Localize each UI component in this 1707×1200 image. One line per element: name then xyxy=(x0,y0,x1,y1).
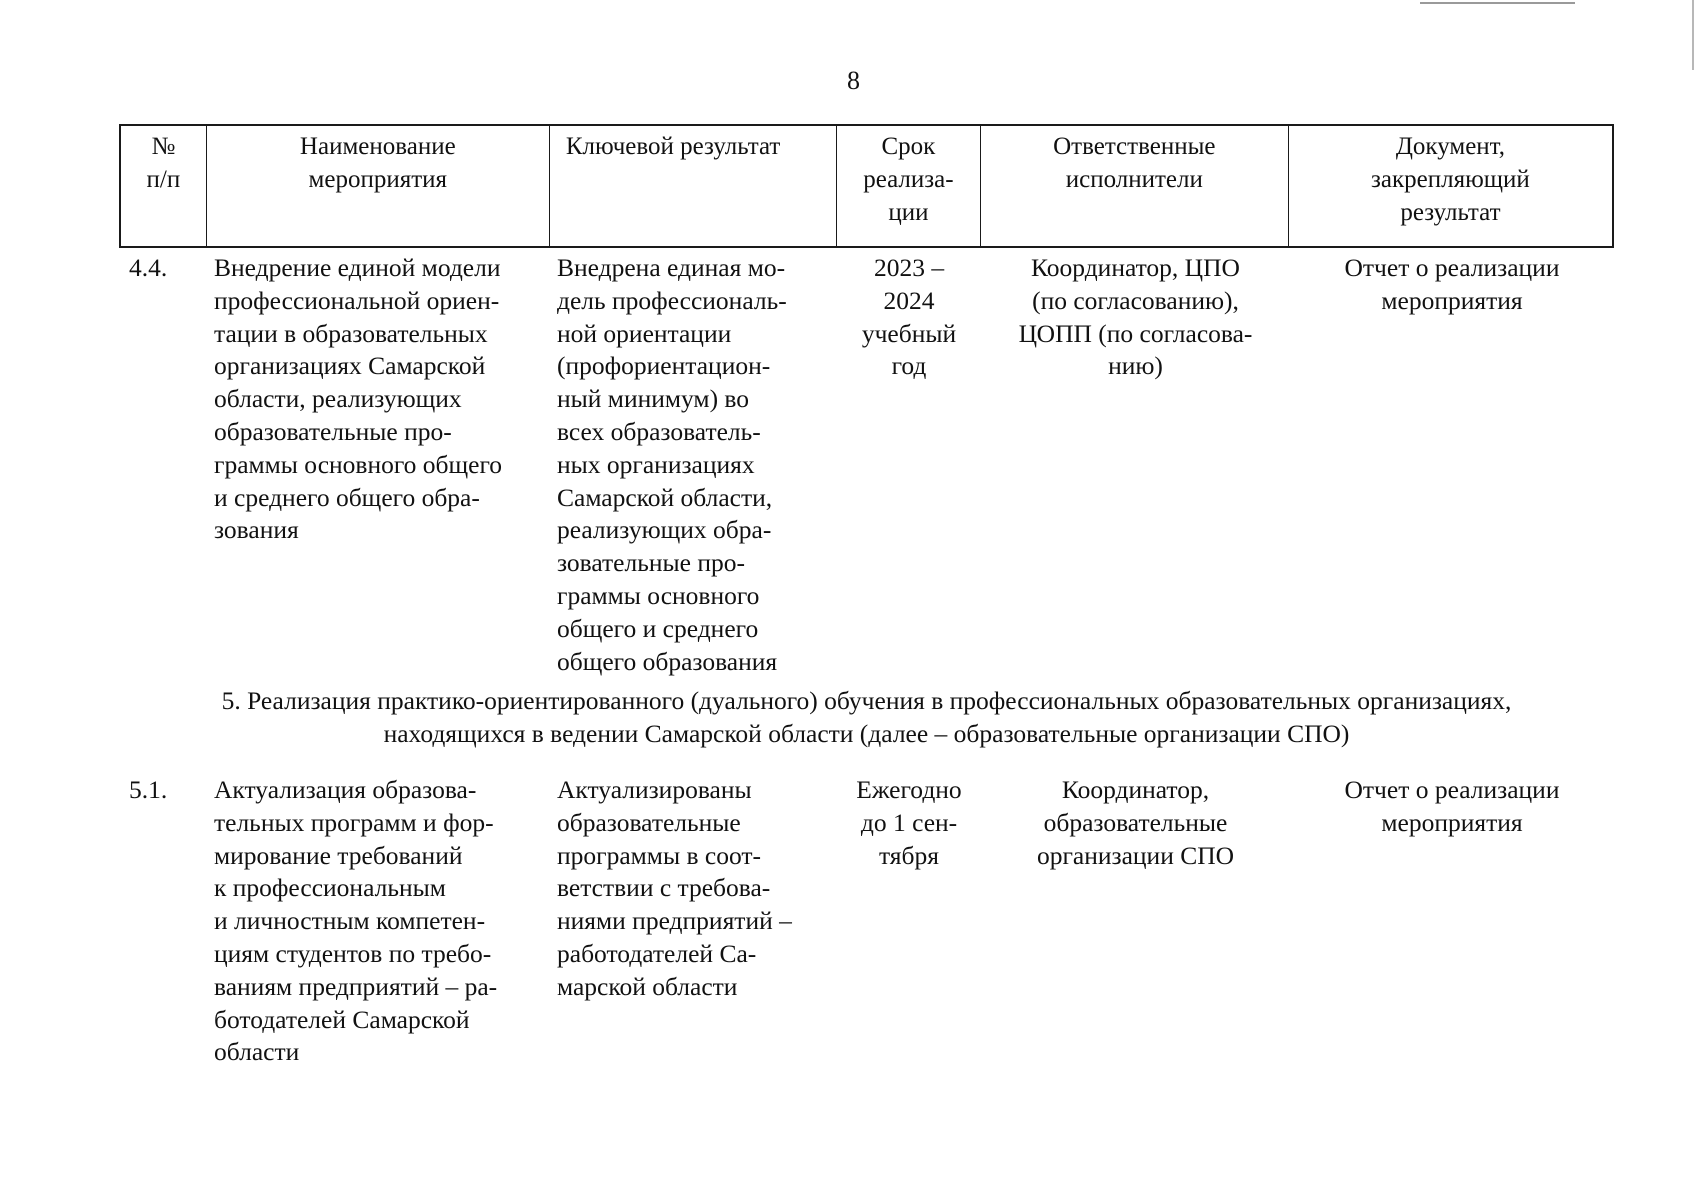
row-result-line: всех образователь- xyxy=(557,416,761,446)
row-responsible-line: ЦОПП (по согласова- xyxy=(1018,318,1253,348)
row-name xyxy=(205,774,549,1069)
row-result-line: реализующих обра- xyxy=(557,515,772,545)
row-document-line: мероприятия xyxy=(1381,807,1523,837)
row-result-line: Внедрена единая мо- xyxy=(557,253,786,282)
header-num-line: п/п xyxy=(146,166,181,193)
row-name-line: ботодателей Самарской xyxy=(214,1004,470,1034)
row-result-line: дель профессиональ- xyxy=(557,285,787,315)
section-heading xyxy=(119,685,1614,751)
row-name-line: и личностным компетен- xyxy=(214,906,486,936)
header-name-line: мероприятия xyxy=(308,166,448,193)
row-term-line: Ежегодно xyxy=(856,775,962,804)
header-name-line: Наименование xyxy=(299,133,456,160)
row-result-line: образовательные xyxy=(557,807,741,837)
row-term xyxy=(837,252,981,678)
row-name-line: тельных программ и фор- xyxy=(214,807,494,837)
row-result-line: Самарской области, xyxy=(557,482,773,512)
right-edge-rule xyxy=(1692,0,1694,70)
row-responsible-line: Координатор, xyxy=(1061,775,1210,804)
header-document xyxy=(1289,126,1612,246)
row-name-line: граммы основного общего xyxy=(214,449,503,479)
row-result-line: ветствии с требова- xyxy=(557,873,771,903)
row-result-line: ниями предприятий – xyxy=(557,906,792,936)
row-result-line: работодателей Са- xyxy=(557,938,757,968)
row-result xyxy=(549,774,837,1069)
row-responsible xyxy=(981,252,1290,678)
header-term-line: реализа- xyxy=(863,166,954,193)
row-term-line: год xyxy=(891,351,927,381)
row-term-line: 2023 – xyxy=(873,253,945,282)
row-name-line: к профессиональным xyxy=(214,873,446,903)
row-responsible-line: образовательные xyxy=(1043,807,1228,837)
header-result xyxy=(550,126,837,246)
row-result-line: зовательные про- xyxy=(557,548,745,578)
header-responsible-line: Ответственные xyxy=(1053,133,1216,160)
row-term-line: до 1 сен- xyxy=(860,807,958,837)
header-term-line: Срок xyxy=(881,133,936,160)
row-term xyxy=(837,774,981,1069)
table-row xyxy=(119,252,1614,678)
header-num xyxy=(121,126,207,246)
table-header xyxy=(119,124,1614,248)
row-result-line: (профориентацион- xyxy=(557,351,771,381)
header-responsible-line: исполнители xyxy=(1065,166,1203,193)
row-name xyxy=(205,252,549,678)
header-document-line: результат xyxy=(1400,199,1501,226)
header-document-line: Документ, xyxy=(1395,133,1505,160)
section-heading-line: 5. Реализация практико-ориентированного (дуального) обучения в профессиональных образовательных организациях, xyxy=(221,686,1512,715)
table-row xyxy=(119,774,1614,1069)
row-document xyxy=(1290,774,1614,1069)
row-name-line: Внедрение единой модели xyxy=(214,253,501,282)
row-name-line: циям студентов по требо- xyxy=(214,938,492,968)
header-result-line: Ключевой результат xyxy=(565,133,781,160)
row-name-line: профессиональной ориен- xyxy=(214,285,500,315)
row-result-line: общего образования xyxy=(557,646,778,676)
top-rule xyxy=(1420,2,1575,4)
row-name-line: ваниям предприятий – ра- xyxy=(214,971,498,1001)
header-num-line: № xyxy=(151,133,176,160)
row-name-line: организациях Самарской xyxy=(214,351,486,381)
header-term-line: ции xyxy=(888,199,929,226)
row-responsible xyxy=(981,774,1290,1069)
row-responsible-line: Координатор, ЦПО xyxy=(1031,253,1240,282)
header-term xyxy=(837,126,981,246)
row-responsible-line: нию) xyxy=(1108,351,1163,381)
row-responsible-line: (по согласованию), xyxy=(1032,285,1239,315)
header-responsible xyxy=(981,126,1289,246)
row-name-line: зования xyxy=(214,515,299,545)
row-name-line: области, реализующих xyxy=(214,384,462,414)
row-term-line: тября xyxy=(879,840,939,870)
row-document-line: Отчет о реализации xyxy=(1344,253,1560,282)
row-responsible-line: организации СПО xyxy=(1036,840,1235,870)
row-document-line: мероприятия xyxy=(1381,285,1523,315)
row-document xyxy=(1290,252,1614,678)
section-heading-line: находящихся в ведении Самарской области (далее – образовательные организации СПО) xyxy=(383,718,1350,748)
row-name-line: тации в образовательных xyxy=(214,318,488,348)
row-document-line: Отчет о реализации xyxy=(1344,775,1560,804)
header-document-line: закрепляющий xyxy=(1371,166,1530,193)
row-name-line: области xyxy=(214,1037,300,1067)
row-term-line: 2024 xyxy=(883,285,935,315)
row-result-line: Актуализированы xyxy=(557,775,752,804)
row-result-line: ной ориентации xyxy=(557,318,732,348)
row-result-line: программы в соот- xyxy=(557,840,761,870)
row-result-line: общего и среднего xyxy=(557,613,759,643)
page-number: 8 xyxy=(847,66,860,95)
row-name-line: Актуализация образова- xyxy=(214,775,477,804)
row-result-line: ный минимум) во xyxy=(557,384,750,414)
row-result xyxy=(549,252,837,678)
row-num: 5.1. xyxy=(129,775,168,804)
row-term-line: учебный xyxy=(861,318,957,348)
row-name-line: мирование требований xyxy=(214,840,463,870)
row-num: 4.4. xyxy=(129,253,168,282)
header-name xyxy=(207,126,550,246)
row-name-line: и среднего общего обра- xyxy=(214,482,480,512)
row-result-line: граммы основного xyxy=(557,580,760,610)
row-result-line: ных организациях xyxy=(557,449,755,479)
row-name-line: образовательные про- xyxy=(214,416,452,446)
row-result-line: марской области xyxy=(557,971,738,1001)
